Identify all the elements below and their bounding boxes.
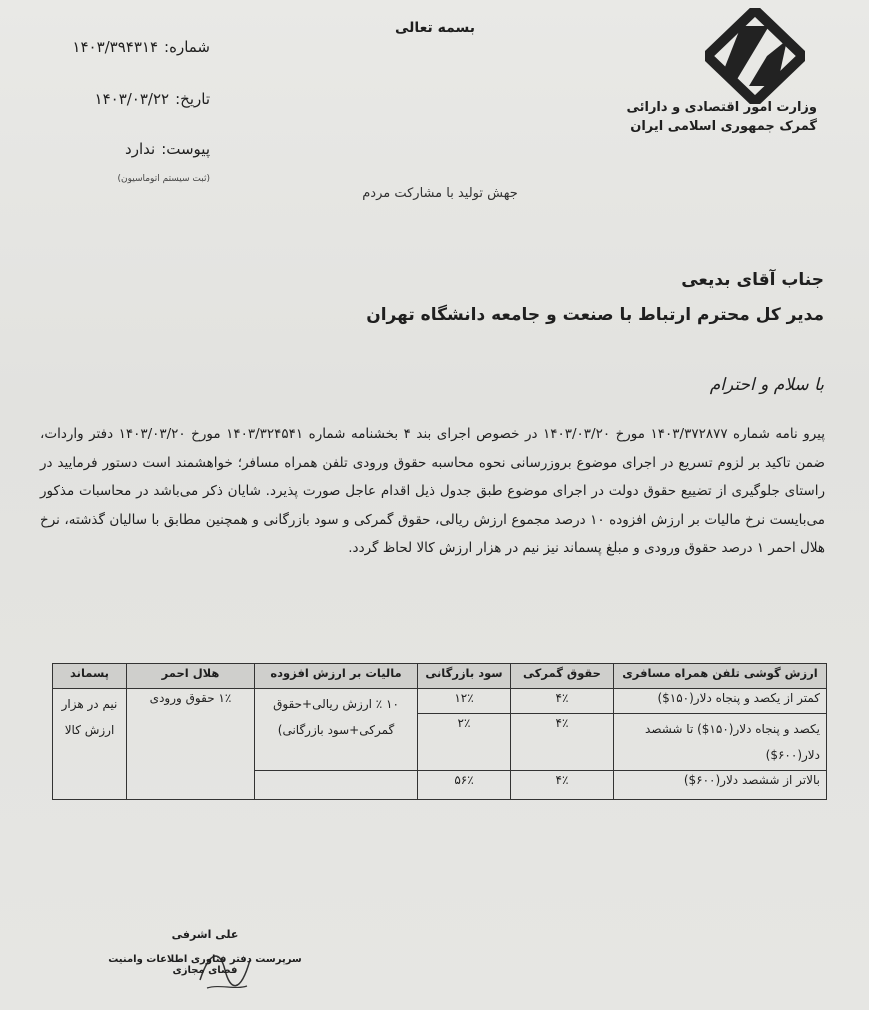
letter-attachment <box>10 140 210 158</box>
col-header-customs: حقوق گمرکی <box>511 664 614 689</box>
cell-waste: نیم در هزار ارزش کالا <box>53 689 127 800</box>
cell-commercial: ۵۶٪ <box>418 771 511 800</box>
signer-title: سرپرست دفتر فناوری اطلاعات وامنیت فضای مجازی <box>108 954 302 976</box>
stamp-note: (ثبت سیستم اتوماسیون) <box>117 174 210 184</box>
cell-vat-empty <box>255 771 418 800</box>
cell-red-crescent: ۱٪ حقوق ورودی <box>127 689 255 800</box>
col-header-waste: پسماند <box>53 664 127 689</box>
bismillah-heading: بسمه تعالی <box>394 20 476 36</box>
attachment-value: ندارد <box>125 140 156 158</box>
letter-number <box>10 38 210 56</box>
table-row <box>53 689 827 714</box>
table-header-row <box>53 664 827 689</box>
tariff-table <box>52 663 827 800</box>
customs-logo-icon <box>705 8 805 104</box>
ministry-line-1: وزارت امور اقتصادی و دارائی <box>626 100 817 115</box>
cell-value-range: یکصد و پنجاه دلار(۱۵۰$) تا ششصد دلار(۶۰۰$) <box>614 714 827 771</box>
col-header-commercial: سود بازرگانی <box>418 664 511 689</box>
cell-value-range: بالاتر از ششصد دلار(۶۰۰$) <box>614 771 827 800</box>
greeting: با سلام و احترام <box>709 375 824 395</box>
col-header-value: ارزش گوشی تلفن همراه مسافری <box>614 664 827 689</box>
ministry-line-2: گمرک جمهوری اسلامی ایران <box>630 119 817 134</box>
slogan: جهش تولید با مشارکت مردم <box>362 186 518 201</box>
addressee-name: جناب آقای بدیعی <box>681 270 824 290</box>
number-value: ۱۴۰۳/۳۹۴۳۱۴ <box>72 38 159 56</box>
addressee-title: مدیر کل محترم ارتباط با صنعت و جامعه دانشگاه تهران <box>366 305 824 325</box>
attachment-label: پیوست: <box>161 140 210 158</box>
cell-commercial: ۱۲٪ <box>418 689 511 714</box>
letter-body: پیرو نامه شماره ۱۴۰۳/۳۷۲۸۷۷ مورخ ۱۴۰۳/۰۳/۲۰ در خصوص اجرای بند ۴ بخشنامه شماره ۱۴۰۳/۳۲۴۵۴۱ مورخ ۱۴۰۳/۰۳/۲۰ دفتر واردات، ضمن تاکید بر لزوم تسریع در اجرای موضوع بروزرسانی نحوه محاسبه حقوق ورودی تلفن همراه مسافر؛ خواهشمند است دستور فرمایید در راستای جلوگیری از تضییع حقوق دولت در اجرای موضوع طبق جدول ذیل اقدام عاجل صورت پذیرد. شایان ذکر می‌باشد در محاسبات مذکور می‌بایست نرخ مالیات بر ارزش افزوده ۱۰ درصد مجموع ارزش ریالی، حقوق گمرکی و سود بازرگانی و همچنین مطابق با سالیان گذشته، نرخ هلال احمر ۱ درصد حقوق ورودی و مبلغ پسماند نیز نیم در هزار ارزش کالا لحاظ گردد. <box>40 426 825 556</box>
number-label: شماره: <box>164 38 210 56</box>
col-header-red-crescent: هلال احمر <box>127 664 255 689</box>
cell-customs: ۴٪ <box>511 771 614 800</box>
signer-name: علی اشرفی <box>171 928 239 941</box>
cell-customs: ۴٪ <box>511 689 614 714</box>
date-label: تاریخ: <box>175 90 210 108</box>
cell-commercial: ۲٪ <box>418 714 511 771</box>
cell-customs: ۴٪ <box>511 714 614 771</box>
date-value: ۱۴۰۳/۰۳/۲۲ <box>94 90 170 108</box>
cell-vat: ۱۰ ٪ ارزش ریالی+حقوق گمرکی+سود بازرگانی) <box>255 689 418 771</box>
col-header-vat: مالیات بر ارزش افزوده <box>255 664 418 689</box>
cell-value-range: کمتر از یکصد و پنجاه دلار(۱۵۰$) <box>614 689 827 714</box>
letter-date <box>10 90 210 108</box>
ministry-name <box>587 98 817 136</box>
